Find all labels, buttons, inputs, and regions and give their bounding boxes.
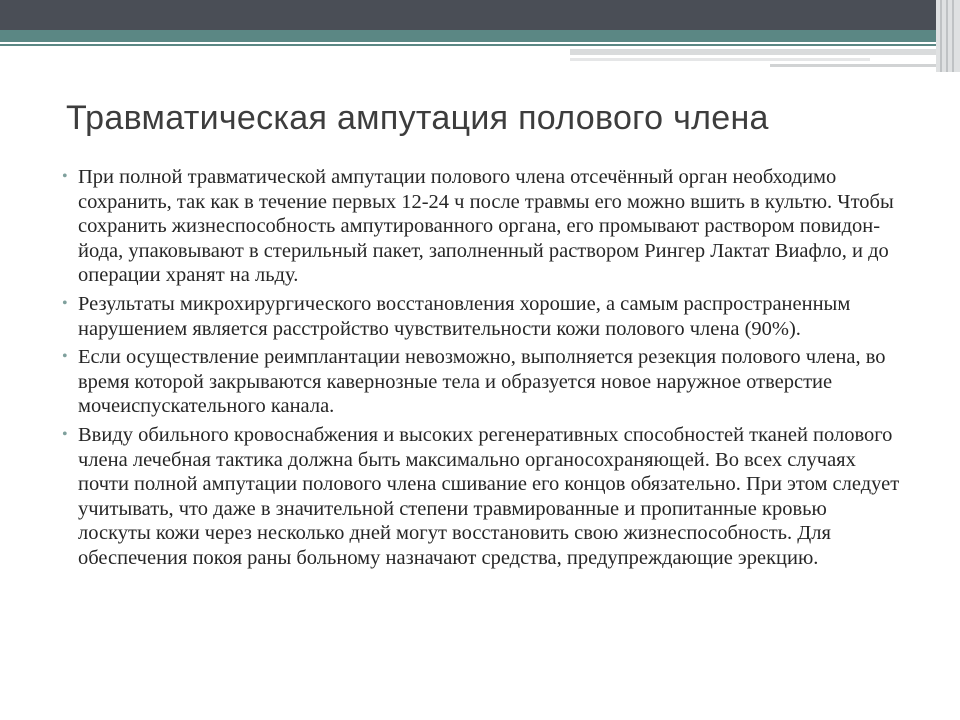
- header-gray-line-short: [770, 64, 940, 67]
- header-dark-band: [0, 0, 960, 30]
- list-item: [62, 165, 902, 288]
- bullet-icon: •: [62, 294, 68, 312]
- list-item: [62, 345, 902, 419]
- list-item: [62, 423, 902, 571]
- bullet-text: Ввиду обильного кровоснабжения и высоких регенеративных способностей тканей полового члена лечебная тактика должна быть максимально органосохраняющей. Во всех случаях почти полной ампутации полового члена сшивание его концов обязательно. При этом следует учитывать, что даже в значительной степени травмированные и пропитанные кровью лоскуты кожи через несколько дней могут восстановить свою жизнеспособность. Для обеспечения покоя раны больному назначают средства, предупреждающие эрекцию.: [78, 423, 900, 569]
- header-gray-line: [570, 58, 870, 61]
- header-teal-band: [0, 30, 960, 42]
- bullet-text: Результаты микрохирургического восстановления хорошие, а самым распространенным нарушением является расстройство чувствительности кожи полового члена (90%).: [78, 292, 851, 340]
- list-item: [62, 292, 902, 341]
- decor-stripe: [946, 0, 948, 72]
- bullet-text: Если осуществление реимплантации невозможно, выполняется резекция полового члена, во время которой закрываются кавернозные тела и образуется новое наружное отверстие мочеиспускательного канала.: [78, 346, 886, 418]
- bullet-icon: •: [62, 348, 68, 366]
- bullet-list: [62, 165, 902, 575]
- slide-title: Травматическая ампутация полового члена: [66, 99, 769, 137]
- header-gray-bar: [570, 49, 940, 55]
- bullet-icon: •: [62, 425, 68, 443]
- decor-stripe: [940, 0, 942, 72]
- header-right-decoration: [936, 0, 960, 72]
- bullet-text: При полной травматической ампутации полового члена отсечённый орган необходимо сохранить, так как в течение первых 12-24 ч после травмы его можно вшить в культю. Чтобы сохранить жизнеспособность ампутированного органа, его промывают раствором повидон-йода, упаковывают в стерильный пакет, заполненный раствором Рингер Лактат Виафло, и до операции хранят на льду.: [78, 166, 894, 287]
- decor-stripe: [952, 0, 954, 72]
- bullet-icon: •: [62, 168, 68, 185]
- header-teal-line: [0, 44, 960, 46]
